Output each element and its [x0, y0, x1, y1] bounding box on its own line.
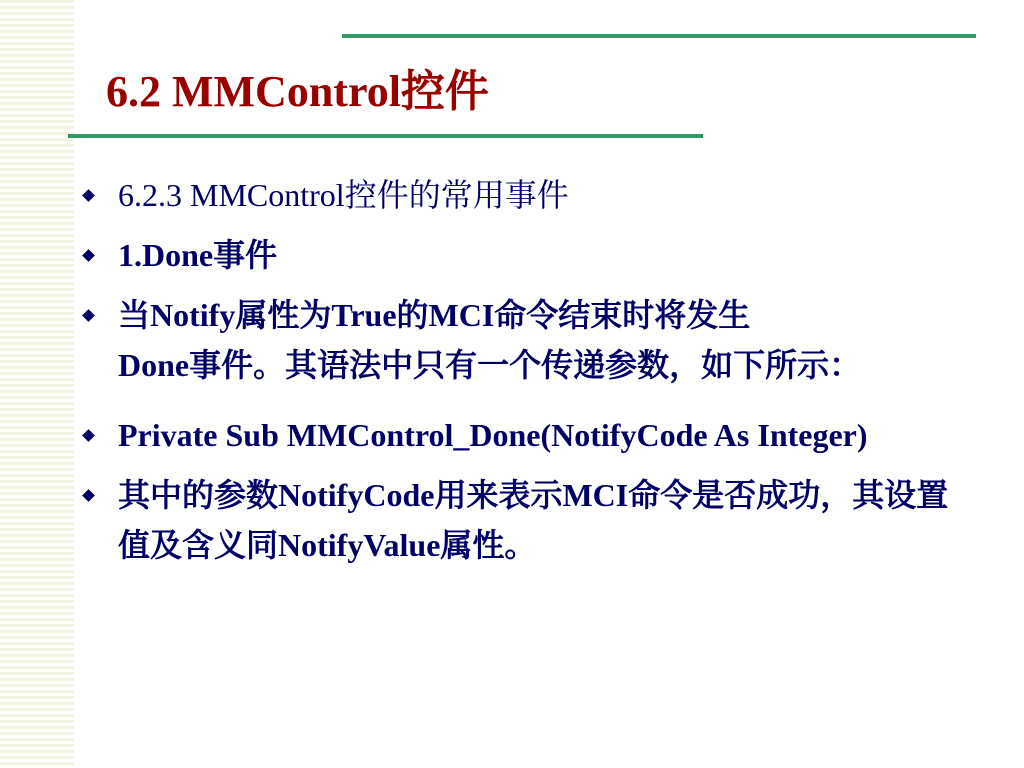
- bullet-text-part: 属性为: [235, 297, 332, 333]
- bullet-text-part: 命令结束时将发生: [494, 297, 751, 333]
- diamond-bullet-icon: [82, 489, 95, 502]
- bullet-item-notify-description: [80, 290, 972, 390]
- bullet-item-subsection: [80, 170, 972, 220]
- bullet-text: Private Sub MMControl_Done(NotifyCode As Integer): [118, 417, 868, 453]
- bullet-text-part: 其中的参数: [118, 477, 279, 513]
- bullet-item-event-signature: [80, 410, 972, 460]
- bullet-text: 1.Done事件: [118, 237, 278, 273]
- bullet-item-notifycode-parameter: [80, 470, 972, 570]
- bullet-text-part: MCI: [428, 297, 495, 333]
- diamond-bullet-icon: [82, 189, 95, 202]
- bullet-text-part: 当: [118, 297, 151, 333]
- bullet-text-part: 事件。其语法中只有一个传递参数，如下所示：: [189, 347, 862, 383]
- bullet-text-part: 的: [396, 297, 429, 333]
- striped-margin-decoration: [0, 0, 74, 768]
- bullet-text: 6.2.3 MMControl控件的常用事件: [118, 177, 569, 213]
- bullet-list: [80, 170, 972, 580]
- slide-title: 6.2 MMControl控件: [106, 67, 489, 116]
- diamond-bullet-icon: [82, 309, 95, 322]
- bullet-text-part: Done: [118, 347, 190, 383]
- diamond-bullet-icon: [82, 429, 95, 442]
- bullet-text-part: MCI: [562, 477, 629, 513]
- bullet-text-part: 属性。: [440, 527, 537, 563]
- title-top-rule: [342, 34, 976, 38]
- bullet-text-part: 用来表示: [434, 477, 563, 513]
- diamond-bullet-icon: [82, 249, 95, 262]
- bullet-text-part: Notify: [150, 297, 236, 333]
- bullet-text-part: NotifyCode: [278, 477, 435, 513]
- bullet-item-done-event: [80, 230, 972, 280]
- bullet-text-part: 命令是否成功，其设置值及含义同: [118, 477, 949, 563]
- title-bottom-rule: [68, 134, 703, 138]
- bullet-text-part: NotifyValue: [278, 527, 441, 563]
- bullet-text-part: True: [331, 297, 397, 333]
